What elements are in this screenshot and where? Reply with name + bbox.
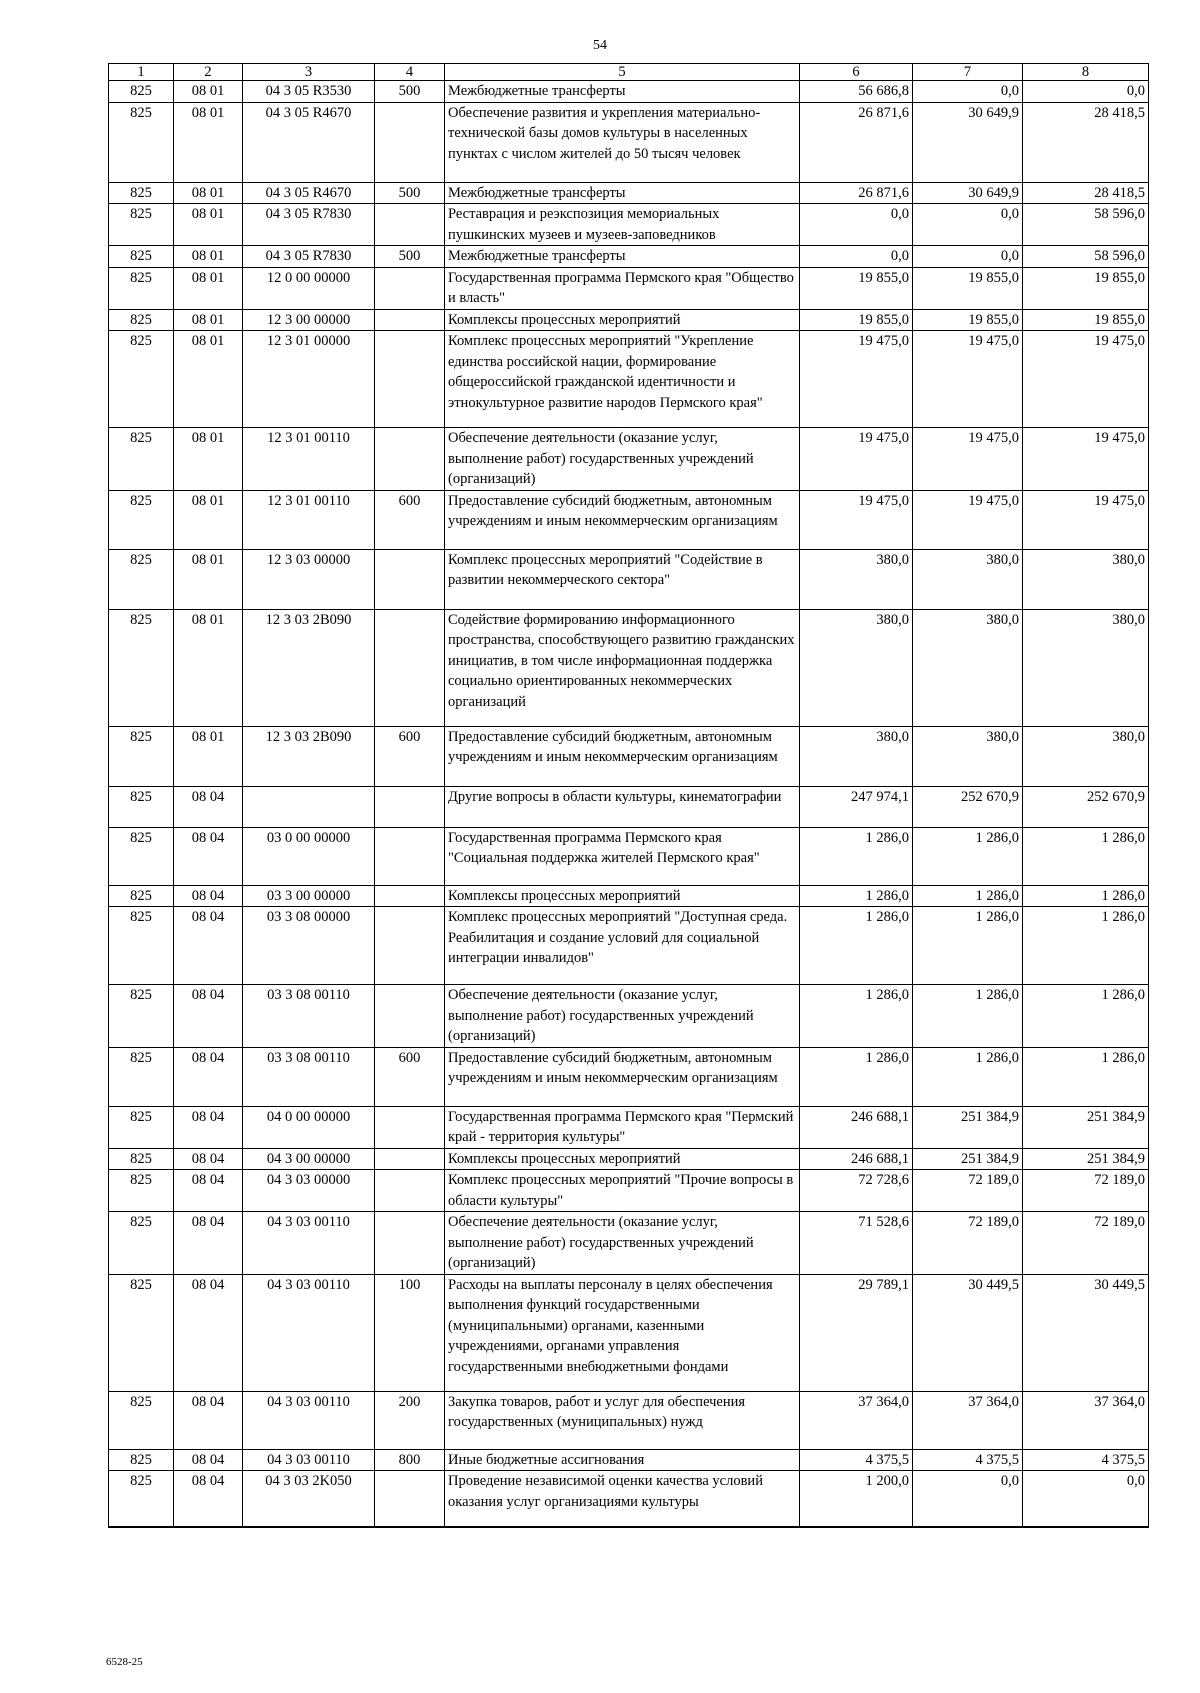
cell-description: Обеспечение деятельности (оказание услуг, выполнение работ) государственных учреждений (организаций) bbox=[445, 428, 800, 491]
cell-amount-col8: 28 418,5 bbox=[1023, 102, 1149, 182]
cell-amount-col6: 246 688,1 bbox=[800, 1148, 913, 1170]
cell-amount-col7: 251 384,9 bbox=[913, 1148, 1023, 1170]
cell-section: 08 04 bbox=[174, 1047, 243, 1106]
cell-admin-code: 825 bbox=[109, 102, 174, 182]
cell-admin-code: 825 bbox=[109, 267, 174, 309]
cell-expense-type: 100 bbox=[375, 1274, 445, 1391]
cell-description: Другие вопросы в области культуры, кинематографии bbox=[445, 786, 800, 827]
cell-expense-type bbox=[375, 827, 445, 885]
cell-amount-col6: 19 855,0 bbox=[800, 267, 913, 309]
table-row bbox=[109, 1148, 1149, 1170]
cell-expense-type bbox=[375, 267, 445, 309]
cell-target-article: 04 3 05 R4670 bbox=[243, 182, 375, 204]
cell-expense-type bbox=[375, 1170, 445, 1212]
cell-amount-col8: 0,0 bbox=[1023, 1471, 1149, 1527]
table-row bbox=[109, 102, 1149, 182]
cell-amount-col6: 56 686,8 bbox=[800, 81, 913, 103]
cell-target-article: 04 3 03 00110 bbox=[243, 1212, 375, 1275]
cell-amount-col7: 252 670,9 bbox=[913, 786, 1023, 827]
cell-amount-col7: 0,0 bbox=[913, 246, 1023, 268]
column-header: 8 bbox=[1023, 64, 1149, 81]
cell-description: Комплексы процессных мероприятий bbox=[445, 885, 800, 907]
cell-target-article: 03 0 00 00000 bbox=[243, 827, 375, 885]
cell-admin-code: 825 bbox=[109, 1170, 174, 1212]
cell-amount-col7: 4 375,5 bbox=[913, 1449, 1023, 1471]
cell-amount-col6: 380,0 bbox=[800, 609, 913, 726]
cell-section: 08 04 bbox=[174, 1391, 243, 1449]
cell-section: 08 01 bbox=[174, 609, 243, 726]
cell-target-article: 12 3 01 00110 bbox=[243, 428, 375, 491]
cell-amount-col6: 19 475,0 bbox=[800, 490, 913, 549]
cell-expense-type: 500 bbox=[375, 81, 445, 103]
table-row bbox=[109, 1212, 1149, 1275]
cell-amount-col8: 19 855,0 bbox=[1023, 267, 1149, 309]
cell-amount-col7: 251 384,9 bbox=[913, 1106, 1023, 1148]
cell-description: Комплексы процессных мероприятий bbox=[445, 309, 800, 331]
cell-amount-col8: 380,0 bbox=[1023, 609, 1149, 726]
cell-target-article: 12 3 03 00000 bbox=[243, 549, 375, 609]
cell-description: Предоставление субсидий бюджетным, автономным учреждениям и иным некоммерческим организациям bbox=[445, 490, 800, 549]
cell-expense-type: 600 bbox=[375, 490, 445, 549]
cell-admin-code: 825 bbox=[109, 985, 174, 1048]
cell-amount-col7: 30 649,9 bbox=[913, 182, 1023, 204]
cell-target-article: 12 3 03 2B090 bbox=[243, 609, 375, 726]
cell-admin-code: 825 bbox=[109, 885, 174, 907]
cell-amount-col6: 71 528,6 bbox=[800, 1212, 913, 1275]
cell-amount-col7: 0,0 bbox=[913, 1471, 1023, 1527]
cell-description: Предоставление субсидий бюджетным, автономным учреждениям и иным некоммерческим организациям bbox=[445, 1047, 800, 1106]
cell-admin-code: 825 bbox=[109, 246, 174, 268]
cell-target-article: 04 3 00 00000 bbox=[243, 1148, 375, 1170]
cell-target-article: 04 0 00 00000 bbox=[243, 1106, 375, 1148]
cell-amount-col8: 1 286,0 bbox=[1023, 985, 1149, 1048]
cell-admin-code: 825 bbox=[109, 309, 174, 331]
cell-target-article bbox=[243, 786, 375, 827]
table-row bbox=[109, 182, 1149, 204]
cell-amount-col6: 4 375,5 bbox=[800, 1449, 913, 1471]
cell-expense-type bbox=[375, 428, 445, 491]
cell-expense-type bbox=[375, 985, 445, 1048]
cell-amount-col7: 380,0 bbox=[913, 726, 1023, 786]
cell-expense-type: 200 bbox=[375, 1391, 445, 1449]
cell-description: Обеспечение деятельности (оказание услуг, выполнение работ) государственных учреждений (организаций) bbox=[445, 985, 800, 1048]
cell-amount-col6: 72 728,6 bbox=[800, 1170, 913, 1212]
table-row bbox=[109, 81, 1149, 103]
cell-description: Комплекс процессных мероприятий "Прочие вопросы в области культуры" bbox=[445, 1170, 800, 1212]
cell-section: 08 01 bbox=[174, 490, 243, 549]
cell-section: 08 04 bbox=[174, 1148, 243, 1170]
cell-expense-type bbox=[375, 204, 445, 246]
cell-admin-code: 825 bbox=[109, 907, 174, 985]
table-row bbox=[109, 907, 1149, 985]
cell-description: Обеспечение деятельности (оказание услуг, выполнение работ) государственных учреждений (организаций) bbox=[445, 1212, 800, 1275]
cell-section: 08 04 bbox=[174, 907, 243, 985]
cell-amount-col8: 380,0 bbox=[1023, 726, 1149, 786]
cell-amount-col8: 1 286,0 bbox=[1023, 827, 1149, 885]
cell-target-article: 04 3 05 R7830 bbox=[243, 246, 375, 268]
cell-section: 08 04 bbox=[174, 786, 243, 827]
cell-amount-col6: 19 855,0 bbox=[800, 309, 913, 331]
cell-target-article: 12 3 03 2B090 bbox=[243, 726, 375, 786]
cell-amount-col8: 4 375,5 bbox=[1023, 1449, 1149, 1471]
cell-description: Предоставление субсидий бюджетным, автономным учреждениям и иным некоммерческим организациям bbox=[445, 726, 800, 786]
table-row bbox=[109, 1391, 1149, 1449]
cell-amount-col6: 0,0 bbox=[800, 204, 913, 246]
cell-section: 08 01 bbox=[174, 549, 243, 609]
cell-admin-code: 825 bbox=[109, 786, 174, 827]
cell-amount-col6: 1 286,0 bbox=[800, 827, 913, 885]
table-header-row bbox=[109, 64, 1149, 81]
cell-amount-col8: 19 475,0 bbox=[1023, 331, 1149, 428]
cell-expense-type bbox=[375, 102, 445, 182]
table-row bbox=[109, 1274, 1149, 1391]
cell-amount-col6: 380,0 bbox=[800, 726, 913, 786]
cell-expense-type: 600 bbox=[375, 726, 445, 786]
cell-amount-col8: 380,0 bbox=[1023, 549, 1149, 609]
cell-amount-col7: 19 855,0 bbox=[913, 309, 1023, 331]
cell-description: Расходы на выплаты персоналу в целях обеспечения выполнения функций государственными (муниципальными) органами, казенными учреждениями, органами управления государственными внебюджетными фондами bbox=[445, 1274, 800, 1391]
cell-expense-type: 800 bbox=[375, 1449, 445, 1471]
cell-amount-col7: 19 855,0 bbox=[913, 267, 1023, 309]
cell-admin-code: 825 bbox=[109, 1148, 174, 1170]
cell-expense-type bbox=[375, 885, 445, 907]
cell-amount-col8: 28 418,5 bbox=[1023, 182, 1149, 204]
cell-expense-type: 600 bbox=[375, 1047, 445, 1106]
cell-admin-code: 825 bbox=[109, 1449, 174, 1471]
cell-amount-col7: 19 475,0 bbox=[913, 331, 1023, 428]
cell-admin-code: 825 bbox=[109, 1212, 174, 1275]
cell-description: Обеспечение развития и укрепления материально-технической базы домов культуры в населенных пунктах с числом жителей до 50 тысяч человек bbox=[445, 102, 800, 182]
cell-description: Комплекс процессных мероприятий "Содействие в развитии некоммерческого сектора" bbox=[445, 549, 800, 609]
cell-target-article: 04 3 03 00110 bbox=[243, 1274, 375, 1391]
cell-amount-col8: 251 384,9 bbox=[1023, 1106, 1149, 1148]
cell-amount-col8: 30 449,5 bbox=[1023, 1274, 1149, 1391]
cell-description: Комплекс процессных мероприятий "Укрепление единства российской нации, формирование общероссийской гражданской идентичности и этнокультурное развитие народов Пермского края" bbox=[445, 331, 800, 428]
cell-section: 08 01 bbox=[174, 102, 243, 182]
cell-admin-code: 825 bbox=[109, 204, 174, 246]
cell-expense-type bbox=[375, 1148, 445, 1170]
cell-amount-col6: 380,0 bbox=[800, 549, 913, 609]
cell-amount-col7: 72 189,0 bbox=[913, 1170, 1023, 1212]
cell-description: Иные бюджетные ассигнования bbox=[445, 1449, 800, 1471]
cell-amount-col7: 19 475,0 bbox=[913, 490, 1023, 549]
cell-amount-col6: 1 286,0 bbox=[800, 985, 913, 1048]
cell-amount-col8: 58 596,0 bbox=[1023, 246, 1149, 268]
cell-expense-type: 500 bbox=[375, 182, 445, 204]
cell-section: 08 01 bbox=[174, 331, 243, 428]
cell-amount-col8: 19 475,0 bbox=[1023, 428, 1149, 491]
cell-amount-col7: 37 364,0 bbox=[913, 1391, 1023, 1449]
cell-description: Содействие формированию информационного пространства, способствующего развитию гражданских инициатив, в том числе информационная поддержка социально ориентированных некоммерческих организаций bbox=[445, 609, 800, 726]
cell-amount-col6: 1 286,0 bbox=[800, 885, 913, 907]
cell-section: 08 01 bbox=[174, 309, 243, 331]
table-row bbox=[109, 1106, 1149, 1148]
cell-section: 08 04 bbox=[174, 1170, 243, 1212]
table-row bbox=[109, 490, 1149, 549]
column-header: 3 bbox=[243, 64, 375, 81]
cell-admin-code: 825 bbox=[109, 1106, 174, 1148]
cell-expense-type bbox=[375, 786, 445, 827]
table-row bbox=[109, 827, 1149, 885]
cell-target-article: 04 3 03 00000 bbox=[243, 1170, 375, 1212]
cell-description: Государственная программа Пермского края "Пермский край - территория культуры" bbox=[445, 1106, 800, 1148]
cell-target-article: 03 3 08 00110 bbox=[243, 1047, 375, 1106]
column-header: 2 bbox=[174, 64, 243, 81]
cell-section: 08 01 bbox=[174, 428, 243, 491]
cell-amount-col8: 58 596,0 bbox=[1023, 204, 1149, 246]
cell-target-article: 12 3 00 00000 bbox=[243, 309, 375, 331]
cell-amount-col7: 30 649,9 bbox=[913, 102, 1023, 182]
table-row bbox=[109, 1471, 1149, 1527]
cell-amount-col6: 1 286,0 bbox=[800, 1047, 913, 1106]
table-row bbox=[109, 1170, 1149, 1212]
cell-amount-col7: 1 286,0 bbox=[913, 885, 1023, 907]
cell-amount-col7: 19 475,0 bbox=[913, 428, 1023, 491]
cell-amount-col8: 19 475,0 bbox=[1023, 490, 1149, 549]
cell-admin-code: 825 bbox=[109, 609, 174, 726]
table-row bbox=[109, 309, 1149, 331]
cell-target-article: 04 3 03 00110 bbox=[243, 1449, 375, 1471]
cell-section: 08 01 bbox=[174, 81, 243, 103]
cell-target-article: 03 3 08 00000 bbox=[243, 907, 375, 985]
cell-target-article: 12 3 01 00000 bbox=[243, 331, 375, 428]
cell-amount-col7: 0,0 bbox=[913, 204, 1023, 246]
cell-amount-col8: 1 286,0 bbox=[1023, 885, 1149, 907]
cell-amount-col7: 380,0 bbox=[913, 549, 1023, 609]
cell-amount-col6: 246 688,1 bbox=[800, 1106, 913, 1148]
document-code: 6528-25 bbox=[106, 1656, 143, 1668]
table-row bbox=[109, 885, 1149, 907]
column-header: 5 bbox=[445, 64, 800, 81]
cell-amount-col8: 37 364,0 bbox=[1023, 1391, 1149, 1449]
cell-amount-col7: 1 286,0 bbox=[913, 985, 1023, 1048]
cell-section: 08 04 bbox=[174, 1449, 243, 1471]
cell-admin-code: 825 bbox=[109, 726, 174, 786]
cell-amount-col6: 26 871,6 bbox=[800, 102, 913, 182]
cell-expense-type bbox=[375, 309, 445, 331]
cell-expense-type bbox=[375, 1106, 445, 1148]
column-header: 7 bbox=[913, 64, 1023, 81]
cell-target-article: 03 3 08 00110 bbox=[243, 985, 375, 1048]
table-row bbox=[109, 246, 1149, 268]
cell-target-article: 12 0 00 00000 bbox=[243, 267, 375, 309]
cell-amount-col6: 0,0 bbox=[800, 246, 913, 268]
cell-amount-col7: 1 286,0 bbox=[913, 907, 1023, 985]
cell-amount-col6: 26 871,6 bbox=[800, 182, 913, 204]
cell-expense-type bbox=[375, 331, 445, 428]
cell-amount-col6: 19 475,0 bbox=[800, 428, 913, 491]
cell-amount-col8: 72 189,0 bbox=[1023, 1212, 1149, 1275]
cell-admin-code: 825 bbox=[109, 827, 174, 885]
cell-amount-col6: 247 974,1 bbox=[800, 786, 913, 827]
cell-target-article: 03 3 00 00000 bbox=[243, 885, 375, 907]
cell-description: Закупка товаров, работ и услуг для обеспечения государственных (муниципальных) нужд bbox=[445, 1391, 800, 1449]
cell-description: Межбюджетные трансферты bbox=[445, 246, 800, 268]
cell-section: 08 04 bbox=[174, 885, 243, 907]
cell-amount-col8: 19 855,0 bbox=[1023, 309, 1149, 331]
cell-description: Реставрация и реэкспозиция мемориальных пушкинских музеев и музеев-заповедников bbox=[445, 204, 800, 246]
cell-description: Комплексы процессных мероприятий bbox=[445, 1148, 800, 1170]
cell-section: 08 04 bbox=[174, 827, 243, 885]
cell-admin-code: 825 bbox=[109, 549, 174, 609]
cell-amount-col7: 1 286,0 bbox=[913, 1047, 1023, 1106]
cell-admin-code: 825 bbox=[109, 1047, 174, 1106]
table-row bbox=[109, 985, 1149, 1048]
column-header: 1 bbox=[109, 64, 174, 81]
column-header: 6 bbox=[800, 64, 913, 81]
table-row bbox=[109, 267, 1149, 309]
cell-expense-type: 500 bbox=[375, 246, 445, 268]
cell-amount-col6: 1 200,0 bbox=[800, 1471, 913, 1527]
cell-admin-code: 825 bbox=[109, 428, 174, 491]
table-row bbox=[109, 726, 1149, 786]
table-row bbox=[109, 549, 1149, 609]
cell-amount-col6: 29 789,1 bbox=[800, 1274, 913, 1391]
cell-expense-type bbox=[375, 907, 445, 985]
table-row bbox=[109, 331, 1149, 428]
cell-target-article: 04 3 05 R4670 bbox=[243, 102, 375, 182]
cell-amount-col7: 30 449,5 bbox=[913, 1274, 1023, 1391]
cell-admin-code: 825 bbox=[109, 490, 174, 549]
cell-section: 08 04 bbox=[174, 1274, 243, 1391]
cell-target-article: 04 3 05 R7830 bbox=[243, 204, 375, 246]
cell-section: 08 04 bbox=[174, 1106, 243, 1148]
budget-table bbox=[108, 63, 1149, 1528]
cell-admin-code: 825 bbox=[109, 331, 174, 428]
table-row bbox=[109, 1449, 1149, 1471]
cell-description: Государственная программа Пермского края "Общество и власть" bbox=[445, 267, 800, 309]
cell-amount-col7: 72 189,0 bbox=[913, 1212, 1023, 1275]
cell-description: Межбюджетные трансферты bbox=[445, 81, 800, 103]
cell-expense-type bbox=[375, 1212, 445, 1275]
table-row bbox=[109, 204, 1149, 246]
cell-section: 08 04 bbox=[174, 985, 243, 1048]
cell-amount-col6: 37 364,0 bbox=[800, 1391, 913, 1449]
cell-description: Комплекс процессных мероприятий "Доступная среда. Реабилитация и создание условий для социальной интеграции инвалидов" bbox=[445, 907, 800, 985]
cell-section: 08 04 bbox=[174, 1212, 243, 1275]
cell-section: 08 01 bbox=[174, 726, 243, 786]
cell-expense-type bbox=[375, 609, 445, 726]
cell-admin-code: 825 bbox=[109, 81, 174, 103]
table-row bbox=[109, 609, 1149, 726]
cell-description: Межбюджетные трансферты bbox=[445, 182, 800, 204]
cell-amount-col8: 0,0 bbox=[1023, 81, 1149, 103]
cell-section: 08 04 bbox=[174, 1471, 243, 1527]
column-header: 4 bbox=[375, 64, 445, 81]
page-number: 54 bbox=[593, 38, 607, 53]
cell-expense-type bbox=[375, 1471, 445, 1527]
cell-amount-col7: 0,0 bbox=[913, 81, 1023, 103]
cell-amount-col8: 1 286,0 bbox=[1023, 907, 1149, 985]
cell-section: 08 01 bbox=[174, 246, 243, 268]
table-row bbox=[109, 1047, 1149, 1106]
cell-amount-col7: 1 286,0 bbox=[913, 827, 1023, 885]
table-row bbox=[109, 428, 1149, 491]
cell-admin-code: 825 bbox=[109, 182, 174, 204]
cell-target-article: 04 3 03 00110 bbox=[243, 1391, 375, 1449]
cell-target-article: 12 3 01 00110 bbox=[243, 490, 375, 549]
cell-amount-col8: 251 384,9 bbox=[1023, 1148, 1149, 1170]
cell-target-article: 04 3 05 R3530 bbox=[243, 81, 375, 103]
cell-amount-col6: 19 475,0 bbox=[800, 331, 913, 428]
cell-section: 08 01 bbox=[174, 267, 243, 309]
cell-target-article: 04 3 03 2K050 bbox=[243, 1471, 375, 1527]
cell-section: 08 01 bbox=[174, 182, 243, 204]
cell-amount-col8: 72 189,0 bbox=[1023, 1170, 1149, 1212]
table-row bbox=[109, 786, 1149, 827]
cell-admin-code: 825 bbox=[109, 1471, 174, 1527]
cell-description: Проведение независимой оценки качества условий оказания услуг организациями культуры bbox=[445, 1471, 800, 1527]
cell-amount-col8: 252 670,9 bbox=[1023, 786, 1149, 827]
cell-amount-col8: 1 286,0 bbox=[1023, 1047, 1149, 1106]
cell-section: 08 01 bbox=[174, 204, 243, 246]
cell-expense-type bbox=[375, 549, 445, 609]
cell-admin-code: 825 bbox=[109, 1391, 174, 1449]
cell-description: Государственная программа Пермского края "Социальная поддержка жителей Пермского края" bbox=[445, 827, 800, 885]
cell-admin-code: 825 bbox=[109, 1274, 174, 1391]
cell-amount-col7: 380,0 bbox=[913, 609, 1023, 726]
cell-amount-col6: 1 286,0 bbox=[800, 907, 913, 985]
